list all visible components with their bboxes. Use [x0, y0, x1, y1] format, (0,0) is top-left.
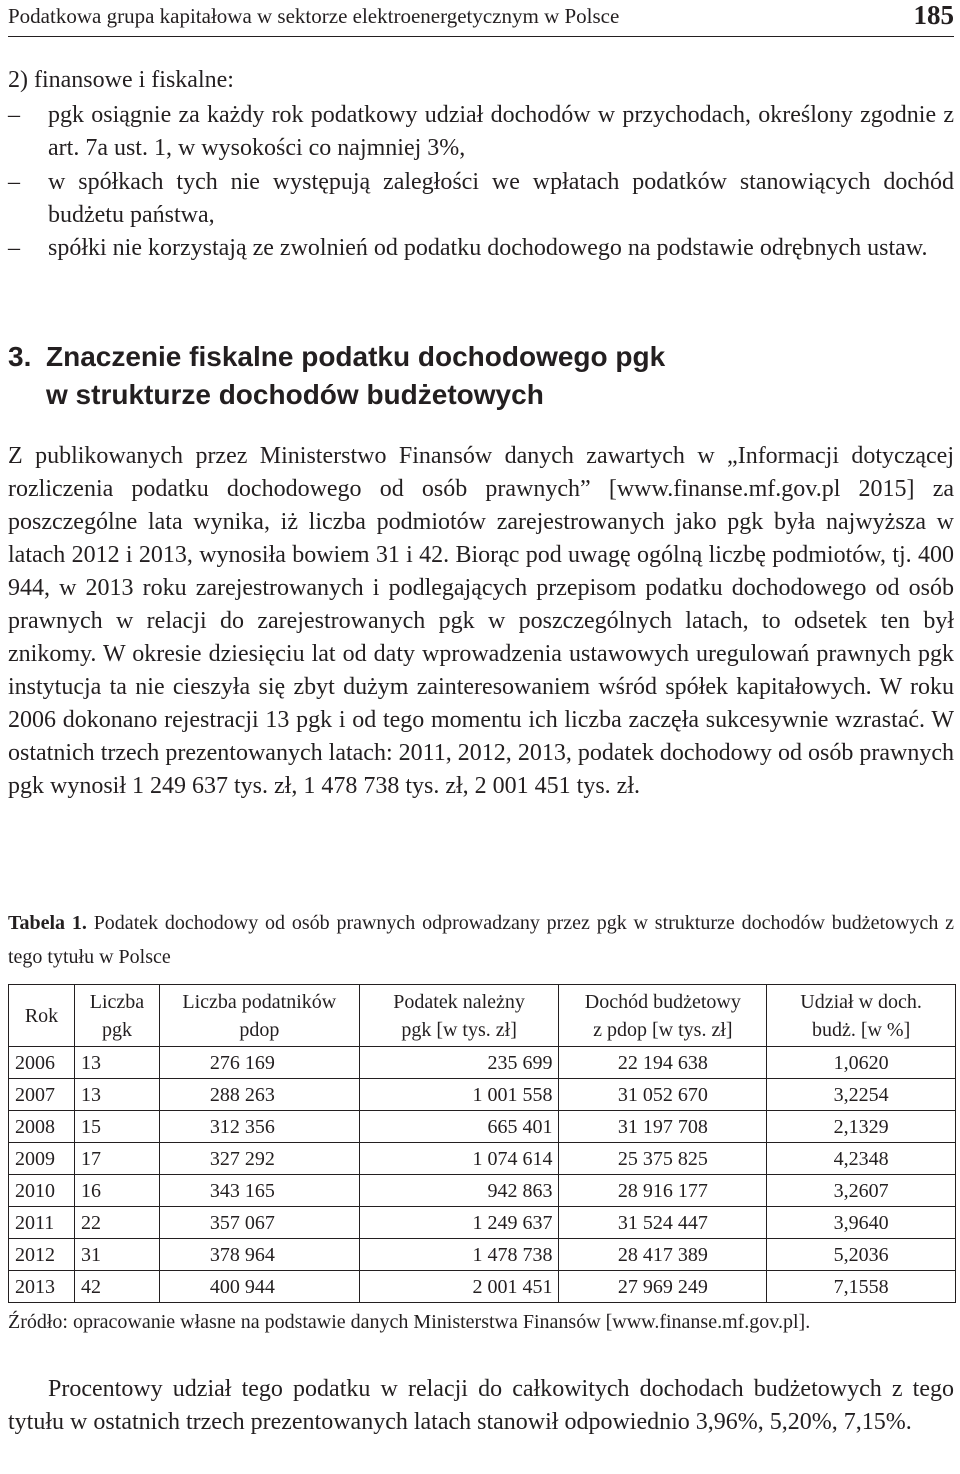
tax-table — [8, 984, 956, 1303]
table-source-note: Źródło: opracowanie własne na podstawie danych Ministerstwa Finansów [www.finanse.mf.gov.pl]. — [8, 1311, 811, 1333]
cell-budget-income: 27 969 249 — [559, 1271, 767, 1303]
cell-taxpayers: 357 067 — [159, 1207, 359, 1239]
list-item-text: w spółkach tych nie występują zaległości we wpłatach podatków stanowiących dochód budżetu państwa, — [48, 169, 954, 228]
col-header-pgk-count: Liczba pgk — [74, 985, 159, 1047]
cell-year: 2011 — [9, 1207, 75, 1239]
table-caption-text: Podatek dochodowy od osób prawnych odprowadzany przez pgk w strukturze dochodów budżetowych z tego tytułu w Polsce — [8, 912, 955, 968]
dash-bullet: – — [8, 235, 20, 261]
section-number: 3. — [8, 341, 32, 372]
cell-share: 3,9640 — [767, 1207, 956, 1239]
cell-year: 2006 — [9, 1047, 75, 1079]
cell-budget-income: 31 197 708 — [559, 1111, 767, 1143]
running-header — [8, 0, 954, 37]
table-caption-label: Tabela 1. — [8, 912, 87, 934]
list-item — [8, 166, 954, 232]
col-header-year: Rok — [9, 985, 75, 1047]
dash-bullet: – — [8, 102, 20, 128]
cell-pgk-count: 13 — [74, 1047, 159, 1079]
cell-budget-income: 25 375 825 — [559, 1143, 767, 1175]
cell-year: 2012 — [9, 1239, 75, 1271]
cell-year: 2010 — [9, 1175, 75, 1207]
final-paragraph-text: Procentowy udział tego podatku w relacji do całkowitych dochodach budżetowych z tego tytułu w ostatnich trzech prezentowanych latach stanowił odpowiednio 3,96%, 5,20%, 7,15%. — [8, 1376, 954, 1435]
body-paragraph: Z publikowanych przez Ministerstwo Finansów danych zawartych w „Informacji dotyczącej rozliczenia podatku dochodowego od osób prawnych” [www.finanse.mf.gov.pl 2015] za poszczególne lata wynika, iż liczba podmiotów zarejestrowanych jako pgk była najwyższa w latach 2012 i 2013, wynosiła bowiem 31 i 42. Biorąc pod uwagę ogólną liczbę podmiotów, tj. 400 944, w 2013 roku zarejestrowanych i podlegających przepisom podatku dochodowego od osób prawnych w relacji do zarejestrowanych pgk w poszczególnych latach, to odsetek ten był znikomy. W okresie dziesięciu lat od daty wprowadzenia ustawowych uregulowań prawnych pgk instytucja ta nie cieszyła się zbyt dużym zainteresowaniem wśród spółek kapitałowych. W roku 2006 dokonano rejestracji 13 pgk i od tego momentu ich liczba zaczęła sukcesywnie wzrastać. W ostatnich trzech prezentowanych latach: 2011, 2012, 2013, podatek dochodowy od osób prawnych pgk wynosił 1 249 637 tys. zł, 1 478 738 tys. zł, 2 001 451 tys. zł. — [8, 443, 954, 799]
list-item — [8, 232, 954, 298]
cell-taxpayers: 327 292 — [159, 1143, 359, 1175]
table-row — [9, 1239, 956, 1271]
cell-year: 2007 — [9, 1079, 75, 1111]
cell-year: 2013 — [9, 1271, 75, 1303]
cell-tax-due: 942 863 — [359, 1175, 559, 1207]
cell-taxpayers: 276 169 — [159, 1047, 359, 1079]
col-header-budget-income: Dochód budżetowy z pdop [w tys. zł] — [559, 985, 767, 1047]
list-item — [8, 99, 954, 165]
cell-share: 3,2607 — [767, 1175, 956, 1207]
cell-pgk-count: 13 — [74, 1079, 159, 1111]
page-number: 185 — [913, 0, 954, 30]
running-title: Podatkowa grupa kapitałowa w sektorze elektroenergetycznym w Polsce — [8, 4, 620, 28]
cell-pgk-count: 42 — [74, 1271, 159, 1303]
cell-pgk-count: 17 — [74, 1143, 159, 1175]
table-row — [9, 1111, 956, 1143]
table-row — [9, 1207, 956, 1239]
cell-share: 1,0620 — [767, 1047, 956, 1079]
table-row — [9, 1047, 956, 1079]
cell-pgk-count: 22 — [74, 1207, 159, 1239]
cell-budget-income: 31 524 447 — [559, 1207, 767, 1239]
cell-taxpayers: 343 165 — [159, 1175, 359, 1207]
section-title-line2: w strukturze dochodów budżetowych — [46, 379, 544, 410]
cell-share: 2,1329 — [767, 1111, 956, 1143]
cell-budget-income: 31 052 670 — [559, 1079, 767, 1111]
table-row — [9, 1175, 956, 1207]
cell-pgk-count: 15 — [74, 1111, 159, 1143]
cell-budget-income: 28 417 389 — [559, 1239, 767, 1271]
cell-taxpayers: 400 944 — [159, 1271, 359, 1303]
section-title-line1: Znaczenie fiskalne podatku dochodowego pgk — [46, 341, 666, 372]
final-paragraph — [8, 1373, 954, 1439]
table-row — [9, 1271, 956, 1303]
cell-share: 5,2036 — [767, 1239, 956, 1271]
cell-tax-due: 1 001 558 — [359, 1079, 559, 1111]
table-row — [9, 1079, 956, 1111]
cell-tax-due: 1 478 738 — [359, 1239, 559, 1271]
cell-pgk-count: 31 — [74, 1239, 159, 1271]
cell-taxpayers: 288 263 — [159, 1079, 359, 1111]
cell-share: 7,1558 — [767, 1271, 956, 1303]
col-header-taxpayers: Liczba podatników pdop — [159, 985, 359, 1047]
list-item-text: pgk osiągnie za każdy rok podatkowy udział dochodów w przychodach, określony zgodnie z art. 7a ust. 1, w wysokości co najmniej 3%, — [48, 102, 954, 161]
conditions-intro: 2) finansowe i fiskalne: — [8, 67, 234, 93]
cell-tax-due: 235 699 — [359, 1047, 559, 1079]
list-item-text: spółki nie korzystają ze zwolnień od podatku dochodowego na podstawie odrębnych ustaw. — [48, 235, 928, 261]
cell-share: 4,2348 — [767, 1143, 956, 1175]
col-header-share: Udział w doch. budż. [w %] — [767, 985, 956, 1047]
cell-tax-due: 665 401 — [359, 1111, 559, 1143]
cell-budget-income: 22 194 638 — [559, 1047, 767, 1079]
cell-tax-due: 1 074 614 — [359, 1143, 559, 1175]
table-header-row — [9, 985, 956, 1047]
cell-pgk-count: 16 — [74, 1175, 159, 1207]
col-header-tax-due: Podatek należny pgk [w tys. zł] — [359, 985, 559, 1047]
cell-taxpayers: 312 356 — [159, 1111, 359, 1143]
cell-share: 3,2254 — [767, 1079, 956, 1111]
dash-bullet: – — [8, 169, 20, 195]
cell-tax-due: 1 249 637 — [359, 1207, 559, 1239]
cell-year: 2009 — [9, 1143, 75, 1175]
cell-budget-income: 28 916 177 — [559, 1175, 767, 1207]
cell-tax-due: 2 001 451 — [359, 1271, 559, 1303]
table-row — [9, 1143, 956, 1175]
cell-taxpayers: 378 964 — [159, 1239, 359, 1271]
table-caption — [8, 906, 954, 974]
cell-year: 2008 — [9, 1111, 75, 1143]
